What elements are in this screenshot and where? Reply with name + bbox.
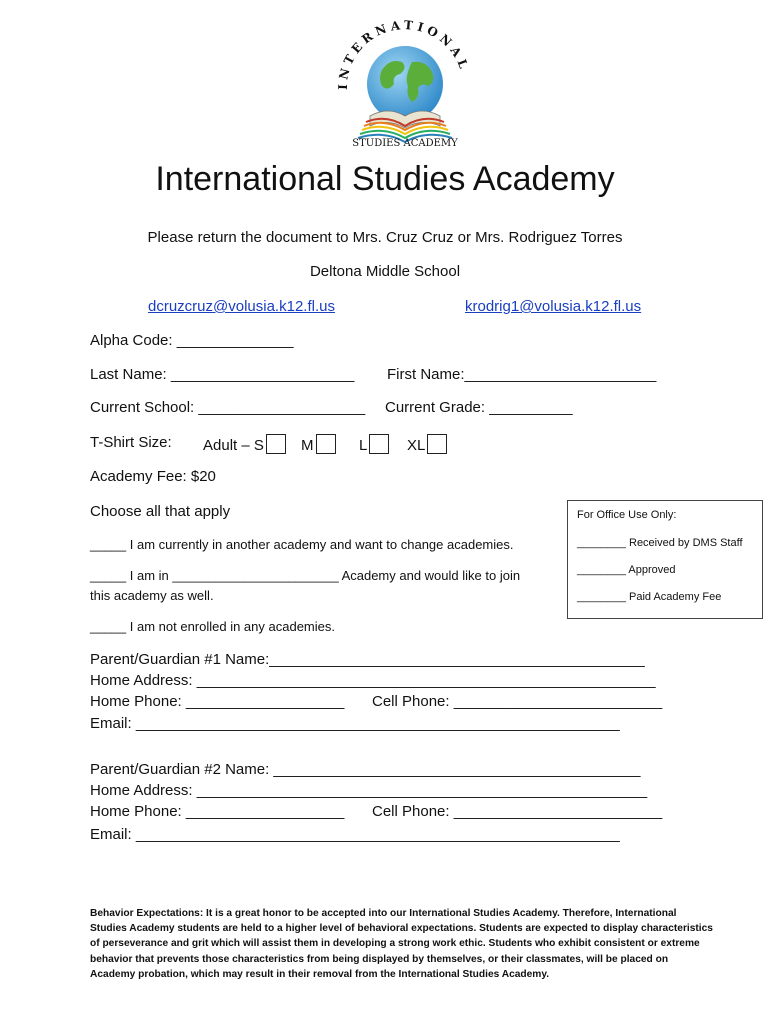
current-school-field[interactable]: Current School: ____________________ bbox=[90, 399, 366, 416]
choose-heading: Choose all that apply bbox=[90, 503, 231, 520]
logo-arc-text: INTERNATIONAL bbox=[335, 17, 472, 91]
office-received: ________ Received by DMS Staff bbox=[577, 537, 743, 549]
option-not-enrolled[interactable]: _____ I am not enrolled in any academies. bbox=[90, 619, 335, 634]
first-name-field[interactable]: First Name:_______________________ bbox=[387, 366, 657, 383]
academy-logo bbox=[330, 10, 480, 150]
academy-fee: Academy Fee: $20 bbox=[90, 468, 216, 485]
guardian1-cell-field[interactable]: Cell Phone: _________________________ bbox=[372, 693, 663, 710]
last-name-field[interactable]: Last Name: ______________________ bbox=[90, 366, 355, 383]
guardian1-address-field[interactable]: Home Address: _______________________________________________________ bbox=[90, 672, 656, 689]
tshirt-size-label: T-Shirt Size: bbox=[90, 434, 172, 451]
option-join-academy[interactable]: _____ I am in _______________________ Academy and would like to join bbox=[90, 568, 521, 583]
option-join-academy-cont: this academy as well. bbox=[90, 588, 214, 603]
email-link-cruz[interactable]: dcruzcruz@volusia.k12.fl.us bbox=[148, 298, 335, 315]
guardian2-name-field[interactable]: Parent/Guardian #2 Name: ____________________________________________ bbox=[90, 761, 641, 778]
size-xl-checkbox[interactable] bbox=[427, 434, 447, 454]
guardian2-cell-field[interactable]: Cell Phone: _________________________ bbox=[372, 803, 663, 820]
size-l-checkbox[interactable] bbox=[369, 434, 389, 454]
office-use-box bbox=[567, 500, 763, 619]
globe-on-open-book-icon bbox=[358, 46, 452, 142]
size-m-checkbox[interactable] bbox=[316, 434, 336, 454]
behavior-expectations: Behavior Expectations: It is a great honor to be accepted into our International Studies Academy. Therefore, International Studies Academy students are held to a higher level of behavioral expectations. Students are expected to display characteristics of perseverance and grit which will assist them in developing a strong work ethic. Students who exhibit consistent or extreme behavior that prevents those characteristics from being displayed by themselves, or their classmates, will be placed on Academy probation, which may result in their removal from the International Studies Academy. bbox=[90, 908, 713, 980]
guardian2-phone-field[interactable]: Home Phone: ___________________ bbox=[90, 803, 345, 820]
school-name: Deltona Middle School bbox=[309, 263, 461, 280]
size-s-label: Adult – S bbox=[203, 437, 264, 454]
email-link-rodriguez[interactable]: krodrig1@volusia.k12.fl.us bbox=[465, 298, 642, 315]
guardian1-name-field[interactable]: Parent/Guardian #1 Name:_____________________________________________ bbox=[90, 651, 645, 668]
option-change-academy[interactable]: _____ I am currently in another academy and want to change academies. bbox=[90, 537, 514, 552]
instruction-text: Please return the document to Mrs. Cruz Cruz or Mrs. Rodriguez Torres bbox=[147, 229, 623, 246]
guardian2-address-field[interactable]: Home Address: ______________________________________________________ bbox=[90, 782, 648, 799]
office-paid-fee: ________ Paid Academy Fee bbox=[577, 591, 722, 603]
size-m-label: M bbox=[301, 437, 314, 454]
size-l-label: L bbox=[359, 437, 368, 454]
logo-bottom-text: STUDIES ACADEMY bbox=[352, 138, 458, 149]
guardian2-email-field[interactable]: Email: __________________________________________________________ bbox=[90, 826, 620, 843]
current-grade-field[interactable]: Current Grade: __________ bbox=[385, 399, 573, 416]
size-xl-label: XL bbox=[407, 437, 426, 454]
office-approved: ________ Approved bbox=[577, 564, 676, 576]
size-s-checkbox[interactable] bbox=[266, 434, 286, 454]
guardian1-email-field[interactable]: Email: __________________________________________________________ bbox=[90, 715, 620, 732]
office-use-heading: For Office Use Only: bbox=[577, 509, 677, 521]
guardian1-phone-field[interactable]: Home Phone: ___________________ bbox=[90, 693, 345, 710]
alpha-code-field[interactable]: Alpha Code: ______________ bbox=[90, 332, 294, 349]
page-title: International Studies Academy bbox=[155, 160, 615, 198]
